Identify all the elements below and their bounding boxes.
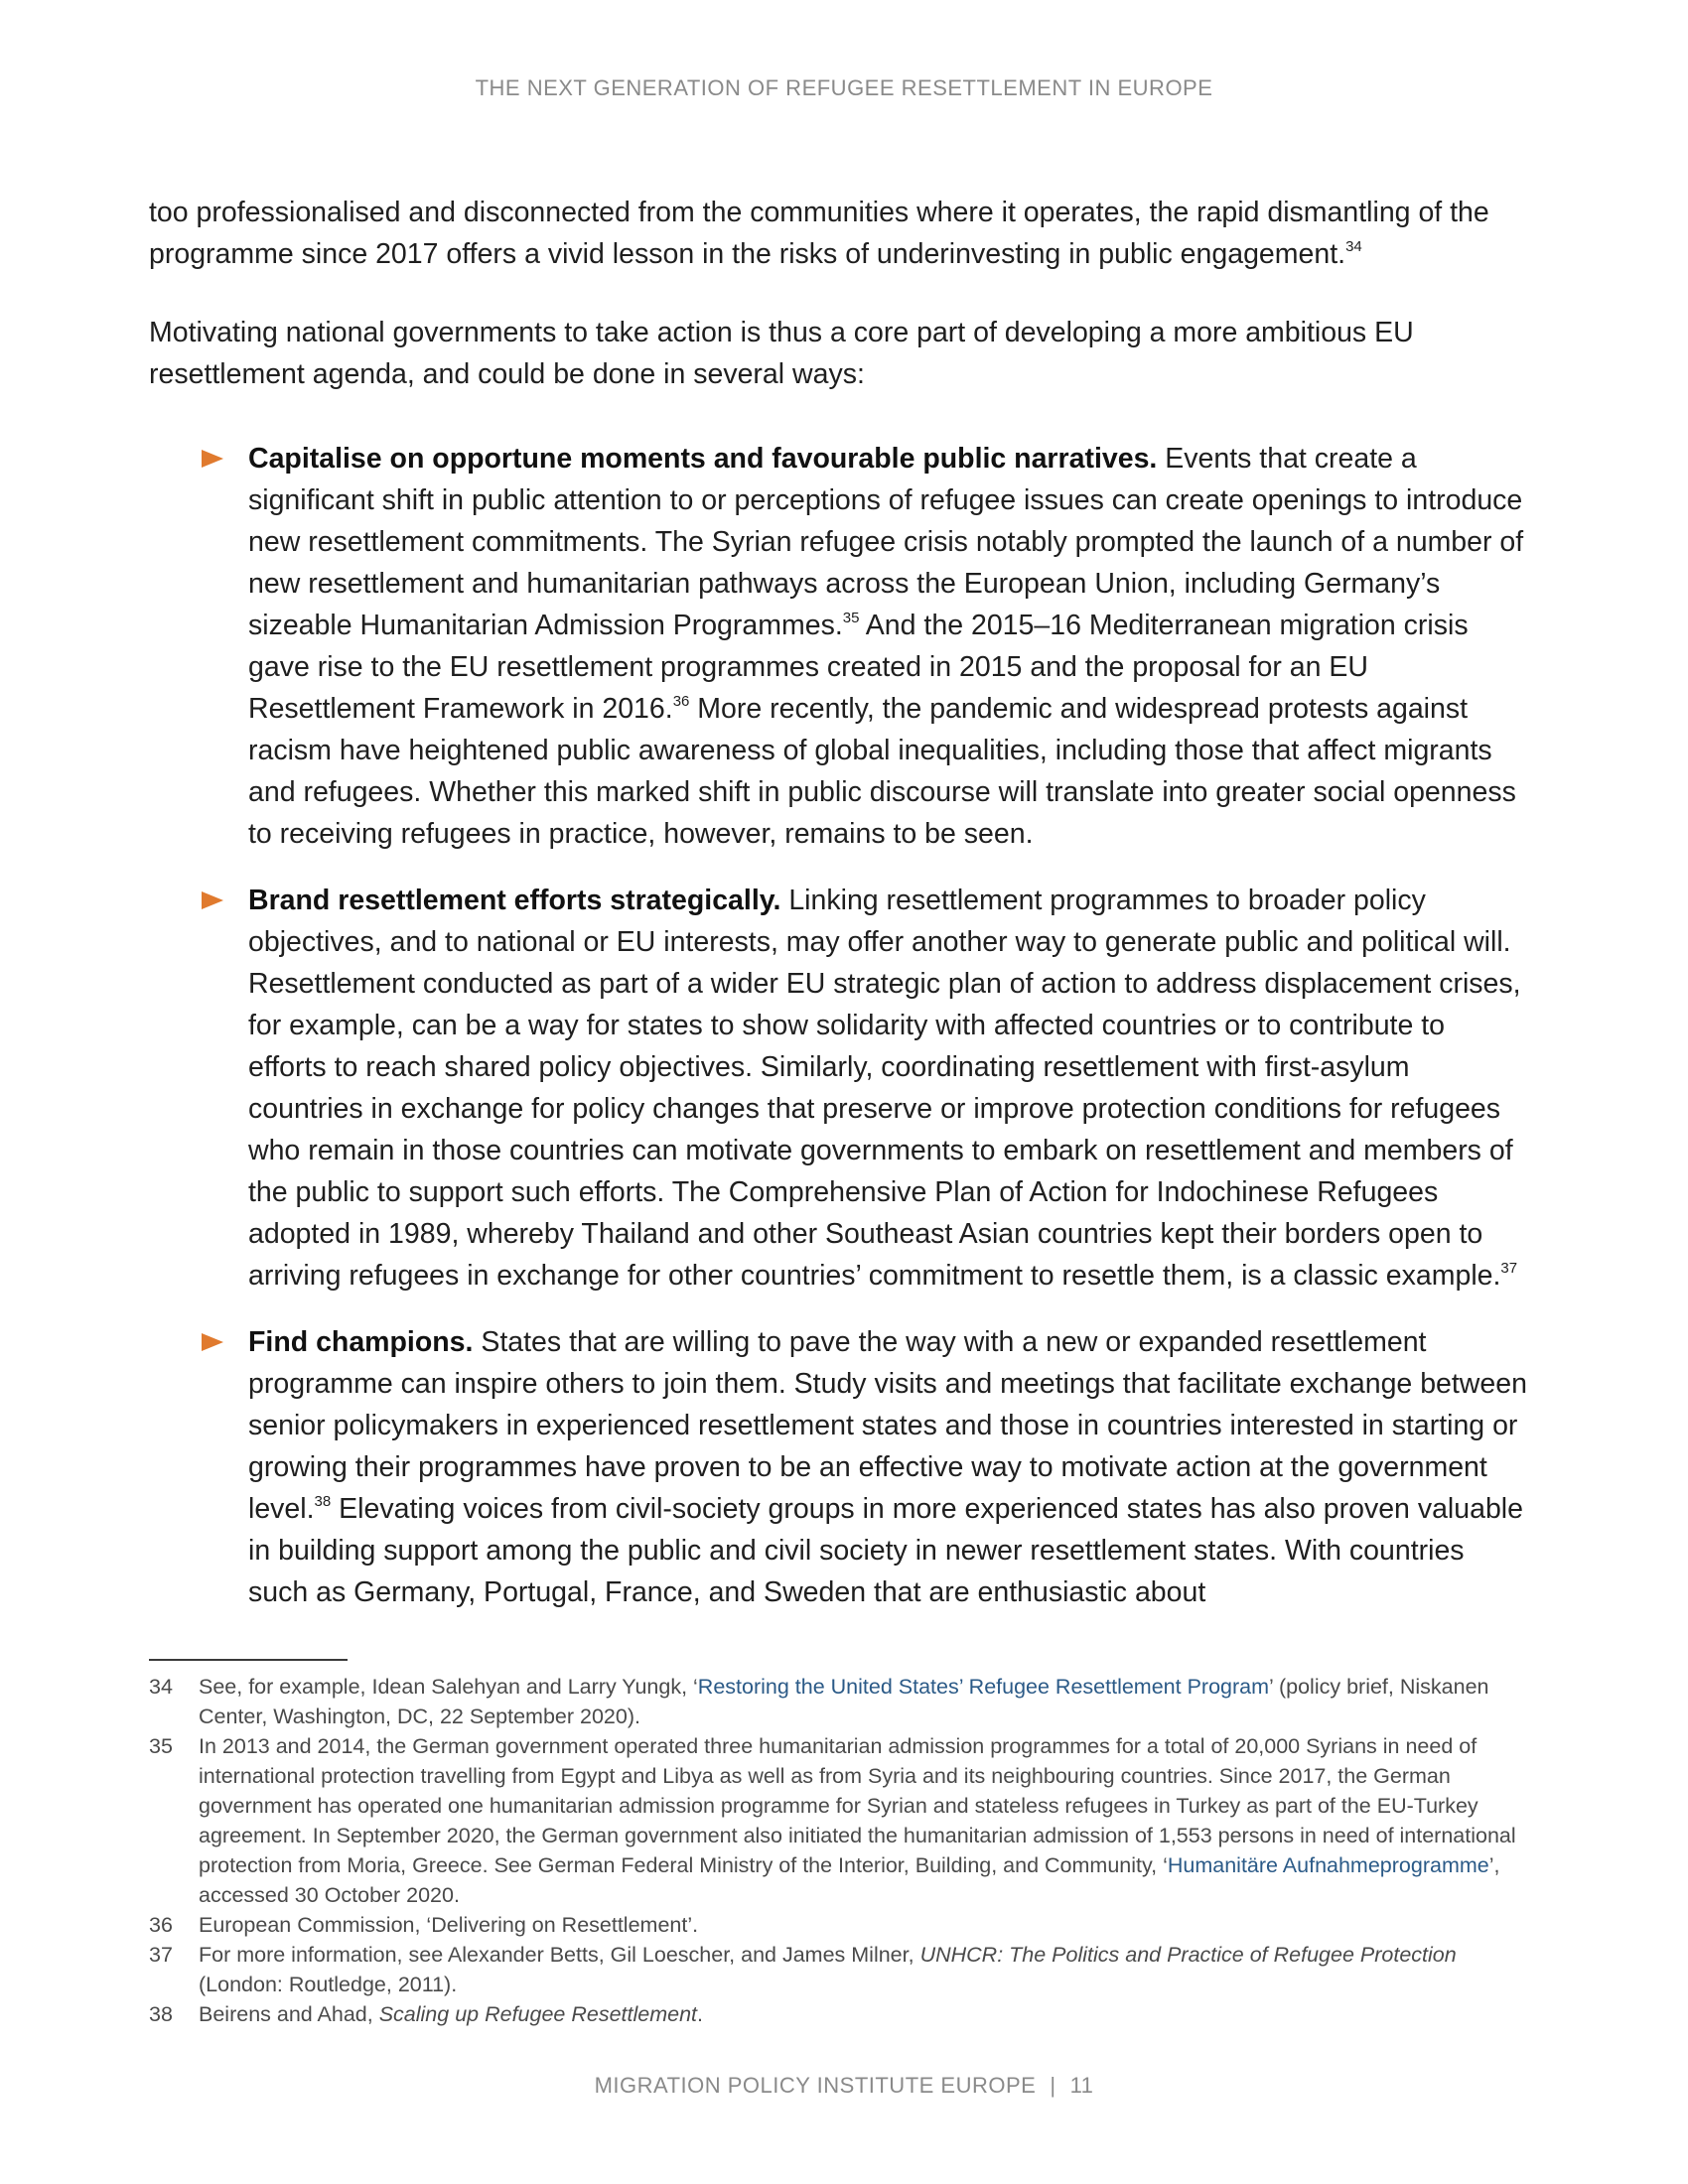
footnote-text: In 2013 and 2014, the German government operated three humanitarian admission programmes for a total of 20,000 Syrians in need of international protection travelling from Egypt and Libya as well as from Syria and its neighbouring countries. Since 2017, the German government has operated one humanitarian admission programme for Syrian and stateless refugees in Turkey as part of the EU-Turkey agreement. In September 2020, the German government also initiated the humanitarian admission of 1,553 persons in need of international protection from Moria, Greece. See German Federal Ministry of the Interior, Building, and Community, ‘	[199, 1734, 1516, 1877]
bullet-text: More recently, the pandemic and widespread protests against racism have heightened public awareness of global inequalities, including those that affect migrants and refugees. Whether this marked shift in public discourse will translate into greater social openness to receiving refugees in practice, however, remains to be seen.	[248, 693, 1516, 850]
bullet-brand-resettlement	[149, 880, 1529, 1297]
footnote-divider	[149, 1659, 348, 1661]
footnote-ref[interactable]: 37	[1500, 1260, 1518, 1277]
bullet-heading: Capitalise on opportune moments and favourable public narratives.	[248, 443, 1158, 475]
footnote-36	[149, 1910, 1529, 1940]
footnote-number: 34	[149, 1675, 173, 1699]
footnote-text: (London: Routledge, 2011).	[199, 1973, 458, 1996]
footnote-ref[interactable]: 34	[1345, 238, 1362, 255]
orange-triangle-arrow-icon	[202, 880, 223, 921]
running-header: THE NEXT GENERATION OF REFUGEE RESETTLEMENT IN EUROPE	[475, 75, 1213, 100]
footnote-italic-title: UNHCR: The Politics and Practice of Refugee Protection	[919, 1943, 1457, 1967]
bullet-text: States that are willing to pave the way with a new or expanded resettlement programme can inspire others to join them. Study visits and meetings that facilitate exchange between senior policymakers in experienced resettlement states and those in countries interested in starting or growing their programmes have proven to be an effective way to motivate action at the government level.	[248, 1326, 1527, 1525]
paragraph-text: too professionalised and disconnected from the communities where it operates, the rapid dismantling of the programme since 2017 offers a vivid lesson in the risks of underinvesting in public engagement.	[149, 197, 1489, 270]
motivation-paragraph	[149, 312, 1529, 395]
footnote-34	[149, 1672, 1529, 1731]
footnote-text: See, for example, Idean Salehyan and Larry Yungk, ‘	[199, 1675, 698, 1699]
bullet-heading: Find champions.	[248, 1326, 474, 1358]
footnote-38	[149, 1999, 1529, 2029]
footnote-ref[interactable]: 38	[314, 1493, 332, 1510]
intro-paragraph-continued	[149, 192, 1529, 275]
bullet-text: Elevating voices from civil-society groups in more experienced states has also proven valuable in building support among the public and civil society in newer resettlement states. With countries such as Germany, Portugal, France, and Sweden that are enthusiastic about	[248, 1493, 1523, 1608]
bullet-text: Linking resettlement programmes to broader policy objectives, and to national or EU interests, may offer another way to generate public and political will. Resettlement conducted as part of a wider EU strategic plan of action to address displacement crises, for example, can be a way for states to show solidarity with affected countries or to contribute to efforts to reach shared policy objectives. Similarly, coordinating resettlement with first-asylum countries in exchange for policy changes that preserve or improve protection conditions for refugees who remain in those countries can motivate governments to embark on resettlement and members of the public to support such efforts. The Comprehensive Plan of Action for Indochinese Refugees adopted in 1989, whereby Thailand and other Southeast Asian countries kept their borders open to arriving refugees in exchange for other countries’ commitment to resettle them, is a classic example.	[248, 885, 1521, 1292]
orange-triangle-arrow-icon	[202, 438, 223, 479]
page-number: 11	[1069, 2073, 1094, 2098]
footnote-35	[149, 1731, 1529, 1910]
bullet-text: Events that create a significant shift in public attention to or perceptions of refugee issues can create openings to introduce new resettlement commitments. The Syrian refugee crisis notably prompted the launch of a number of new resettlement and humanitarian pathways across the European Union, including Germany’s sizeable Humanitarian Admission Programmes.	[248, 443, 1524, 641]
strategy-bullet-list	[149, 438, 1529, 1638]
footnote-text: Beirens and Ahad,	[199, 2002, 379, 2026]
footer-separator: |	[1050, 2073, 1056, 2098]
footnote-ref[interactable]: 35	[842, 610, 860, 626]
footnote-number: 36	[149, 1913, 173, 1937]
footnote-italic-title: Scaling up Refugee Resettlement	[378, 2002, 698, 2026]
footnote-text: ’ (policy brief, Niskanen Center, Washington, DC, 22 September 2020).	[199, 1675, 1489, 1728]
footer-publisher: MIGRATION POLICY INSTITUTE EUROPE	[594, 2073, 1037, 2098]
footnote-text: .	[697, 2002, 703, 2026]
page-footer	[0, 2073, 1688, 2099]
footnotes	[149, 1672, 1529, 2029]
footnote-link[interactable]: Restoring the United States’ Refugee Resettlement Program	[697, 1675, 1270, 1699]
bullet-capitalise-on-moments	[149, 438, 1529, 855]
footnote-link[interactable]: Humanitäre Aufnahmeprogramme	[1167, 1853, 1489, 1877]
footnote-37	[149, 1940, 1529, 1999]
footnote-text: European Commission, ‘Delivering on Resettlement’.	[199, 1913, 699, 1937]
bullet-find-champions	[149, 1321, 1529, 1613]
bullet-text: And the 2015–16 Mediterranean migration crisis gave rise to the EU resettlement programmes created in 2015 and the proposal for an EU Resettlement Framework in 2016.	[248, 610, 1469, 725]
footnote-number: 35	[149, 1734, 173, 1758]
footnote-number: 38	[149, 2002, 173, 2026]
orange-triangle-arrow-icon	[202, 1321, 223, 1363]
footnote-ref[interactable]: 36	[672, 693, 690, 710]
footnote-text: ’, accessed 30 October 2020.	[199, 1853, 1500, 1907]
bullet-heading: Brand resettlement efforts strategically.	[248, 885, 781, 916]
paragraph-text: Motivating national governments to take action is thus a core part of developing a more ambitious EU resettlement agenda, and could be done in several ways:	[149, 317, 1414, 390]
footnote-text: For more information, see Alexander Betts, Gil Loescher, and James Milner,	[199, 1943, 920, 1967]
footnote-number: 37	[149, 1943, 173, 1967]
